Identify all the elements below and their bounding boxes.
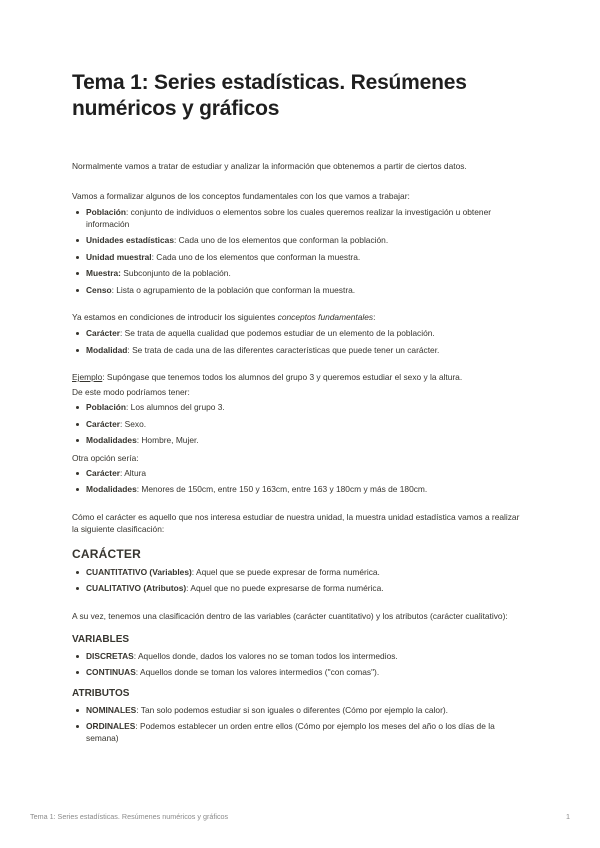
- term: CUALITATIVO (Atributos): [86, 583, 187, 593]
- classification-paragraph: Cómo el carácter es aquello que nos interesa estudiar de nuestra unidad, la muestra unidad estadística vamos a realizar la siguiente clasificación:: [72, 511, 520, 534]
- term: Unidad muestral: [86, 251, 152, 262]
- term: Carácter: [86, 418, 120, 429]
- term: ORDINALES: [86, 721, 136, 731]
- list-item: [72, 419, 528, 431]
- definition: : Altura: [120, 467, 147, 478]
- definition: : Menores de 150cm, entre 150 y 163cm, entre 163 y 180cm y más de 180cm.: [136, 484, 428, 494]
- sub-classification-paragraph: A su vez, tenemos una clasificación dentro de las variables (carácter cuantitativo) y los atributos (carácter cualitativo):: [72, 610, 508, 621]
- term: NOMINALES: [86, 704, 137, 715]
- list-item: [72, 484, 528, 496]
- example-label: Ejemplo: [72, 372, 103, 382]
- definition: : Tan solo podemos estudiar si son iguales o diferentes (Cómo por ejemplo la calor).: [136, 704, 448, 715]
- term: Modalidad: [86, 344, 128, 355]
- list-item: [72, 402, 528, 414]
- other-option: Otra opción sería:: [72, 452, 139, 463]
- variables-list: [72, 651, 528, 679]
- definition: : conjunto de individuos o elementos sobre los cuales queremos realizar la investigación u obtener información: [86, 207, 492, 229]
- fundamentals-list: [72, 328, 528, 356]
- atributos-list: [72, 705, 528, 745]
- term: Unidades estadísticas: [86, 235, 174, 245]
- document-page: [72, 70, 528, 749]
- term: CONTINUAS: [86, 667, 136, 677]
- definition: : Cada uno de los elementos que conforman la población.: [173, 235, 389, 245]
- concepts-list: [72, 207, 528, 296]
- example-paragraph: Ejemplo: Supóngase que tenemos todos los alumnos del grupo 3 y queremos estudiar el sexo y la altura.: [72, 372, 463, 382]
- formalize-paragraph: Vamos a formalizar algunos de los conceptos fundamentales con los que vamos a trabajar:: [72, 191, 410, 201]
- list-item: [72, 252, 528, 264]
- definition: : Lista o agrupamiento de la población que conforman la muestra.: [111, 284, 356, 295]
- page-number: 1: [566, 812, 570, 821]
- definition: : Aquel que se puede expresar de forma numérica.: [191, 566, 380, 577]
- term: Población: [86, 207, 127, 217]
- list-item: [72, 583, 528, 595]
- list-item: [72, 651, 528, 663]
- atributos-heading: ATRIBUTOS: [72, 687, 130, 699]
- term: Modalidades: [86, 484, 137, 494]
- example1-list: [72, 402, 528, 447]
- list-item: [72, 268, 528, 280]
- definition: : Aquellos donde se toman los valores intermedios ("con comas").: [135, 667, 380, 677]
- caracter-list: [72, 567, 528, 595]
- list-item: [72, 435, 528, 447]
- list-item: [72, 667, 528, 679]
- list-item: [72, 567, 528, 579]
- variables-heading: VARIABLES: [72, 633, 130, 645]
- term: Censo: [86, 284, 112, 295]
- term: Población: [86, 402, 127, 412]
- term: Muestra:: [86, 268, 121, 278]
- term: Carácter: [86, 328, 120, 338]
- definition: : Los alumnos del grupo 3.: [126, 402, 225, 412]
- list-item: [72, 207, 528, 230]
- example-intro: De este modo podríamos tener:: [72, 387, 190, 397]
- definition: Subconjunto de la población.: [120, 268, 231, 278]
- definition: : Cada uno de los elementos que conforman la muestra.: [151, 251, 361, 262]
- list-item: [72, 705, 528, 717]
- definition: : Aquel que no puede expresarse de forma numérica.: [186, 583, 384, 593]
- page-title: Tema 1: Series estadísticas. Resúmenes numéricos y gráficos: [72, 71, 467, 120]
- definition: : Sexo.: [120, 418, 147, 429]
- list-item: [72, 328, 528, 340]
- definition: : Se trata de aquella cualidad que podemos estudiar de un elemento de la población.: [120, 328, 435, 338]
- term: DISCRETAS: [86, 650, 134, 661]
- definition: : Hombre, Mujer.: [136, 435, 199, 445]
- definition: : Podemos establecer un orden entre ellos (Cómo por ejemplo los meses del año o los días de la semana): [86, 721, 495, 743]
- term: Modalidades: [86, 435, 137, 445]
- list-item: [72, 468, 528, 480]
- footer-title: Tema 1: Series estadísticas. Resúmenes numéricos y gráficos: [30, 812, 229, 821]
- list-item: [72, 721, 528, 744]
- example2-list: [72, 468, 528, 496]
- definition: : Aquellos donde, dados los valores no se toman todos los intermedios.: [133, 650, 398, 661]
- page-footer: [30, 812, 570, 821]
- list-item: [72, 345, 528, 357]
- term: CUANTITATIVO (Variables): [86, 566, 192, 577]
- definition: : Se trata de cada una de las diferentes características que puede tener un carácter.: [127, 344, 440, 355]
- caracter-heading: CARÁCTER: [72, 546, 141, 561]
- list-item: [72, 235, 528, 247]
- term: Carácter: [86, 467, 120, 478]
- list-item: [72, 285, 528, 297]
- conditions-paragraph: Ya estamos en condiciones de introducir los siguientes conceptos fundamentales:: [72, 312, 376, 322]
- intro-paragraph: Normalmente vamos a tratar de estudiar y analizar la información que obtenemos a partir de ciertos datos.: [72, 161, 467, 171]
